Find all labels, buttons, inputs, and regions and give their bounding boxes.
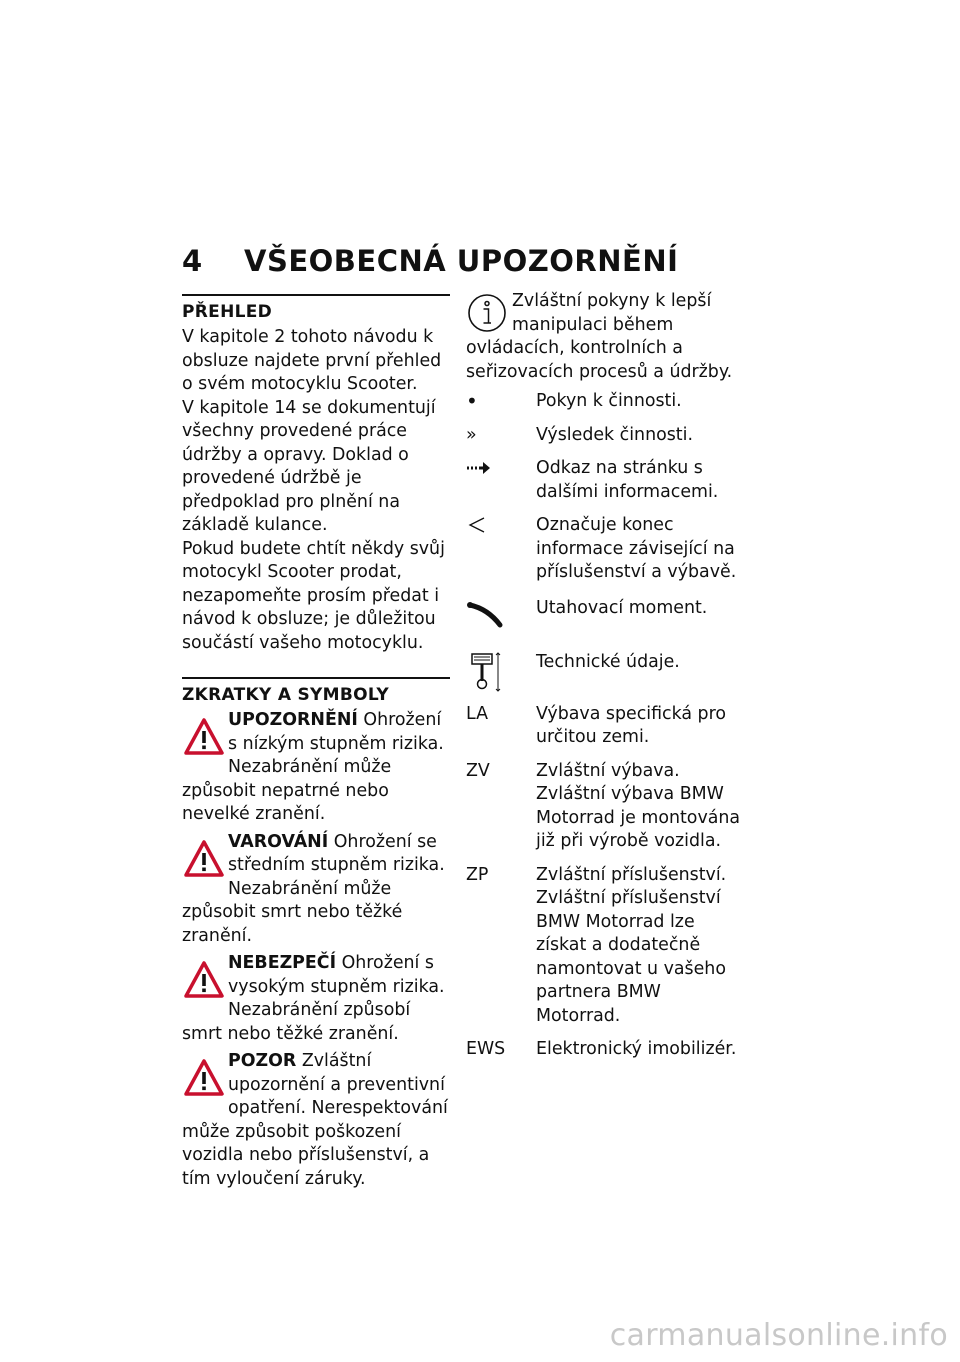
warning-keyword: UPOZORNĚNÍ — [228, 710, 358, 730]
symbol-description: Technické údaje. — [536, 651, 680, 672]
chapter-number: 4 — [182, 244, 203, 278]
symbol-row — [466, 597, 748, 631]
overview-heading: PŘEHLED — [182, 302, 273, 322]
symbol-description: Výsledek činnosti. — [536, 424, 693, 445]
warning-keyword: POZOR — [228, 1051, 297, 1071]
torque-wrench-icon — [466, 597, 506, 631]
symbol-row — [466, 651, 748, 693]
warning-text: Ohrožení s vysokým stupněm rizika. Nezabránění způsobí smrt nebo těžké zranění. — [182, 953, 445, 1044]
warning-keyword: VAROVÁNÍ — [228, 831, 329, 852]
overview-text — [182, 326, 450, 655]
warning-triangle-icon — [184, 960, 224, 1000]
warning-notice-danger — [182, 952, 450, 1046]
warning-text: Zvláštní upozornění a preventivní opatření. Nerespektování může způsobit poškození vozidla nebo příslušenství, a tím vyloučení záruky. — [182, 1051, 448, 1189]
warning-notice-warning — [182, 831, 450, 949]
abbreviation-code: LA — [466, 703, 488, 724]
symbol-row — [466, 703, 748, 750]
bullet-icon: • — [466, 389, 478, 413]
warning-triangle-icon — [184, 1058, 224, 1098]
left-column — [182, 294, 450, 1191]
overview-paragraph: Pokud budete chtít někdy svůj motocykl Scooter prodat, nezapomeňte prosím předat i návod k obsluze; je důležitou součástí vašeho motocyklu. — [182, 538, 445, 653]
chapter-title — [182, 244, 678, 278]
warning-triangle-icon — [184, 839, 224, 879]
watermark — [0, 1318, 960, 1353]
abbreviation-code: ZP — [466, 864, 489, 885]
symbol-description: Zvláštní výbava. Zvláštní výbava BMW Motorrad je montována již při výrobě vozidla. — [536, 760, 741, 851]
warnings-list — [182, 709, 450, 1191]
symbol-description: Výbava specifická pro určitou zemi. — [536, 703, 726, 747]
warning-keyword: NEBEZPEČÍ — [228, 953, 337, 973]
section-divider — [182, 294, 450, 296]
chapter-title-text: VŠEOBECNÁ UPOZORNĚNÍ — [244, 244, 679, 278]
overview-paragraph: V kapitole 2 tohoto návodu k obsluze najdete první přehled o svém motocyklu Scooter. — [182, 327, 442, 394]
symbol-row — [466, 1038, 748, 1062]
warning-notice-attention — [182, 1050, 450, 1191]
symbol-description: Zvláštní příslušenství. Zvláštní příslušenství BMW Motorrad lze získat a dodatečně namontovat u vašeho partnera BMW Motorrad. — [536, 864, 727, 1026]
symbol-description: Utahovací moment. — [536, 597, 708, 618]
symbol-description: Odkaz na stránku s dalšími informacemi. — [536, 458, 719, 502]
symbol-row — [466, 514, 748, 585]
technical-data-piston-icon — [466, 651, 504, 693]
abbreviation-code: EWS — [466, 1039, 506, 1059]
info-notice — [466, 290, 748, 384]
abbreviations-heading: ZKRATKY A SYMBOLY — [182, 685, 389, 705]
right-column — [466, 290, 748, 1062]
symbol-row — [466, 390, 748, 414]
warning-text: Ohrožení s nízkým stupněm rizika. Nezabránění může způsobit nepatrné nebo nevelké zranění. — [182, 710, 444, 824]
symbol-description: Označuje konec informace závisející na příslušenství a výbavě. — [536, 515, 737, 582]
section-divider — [182, 677, 450, 679]
symbol-list — [466, 390, 748, 1062]
info-text: Zvláštní pokyny k lepší manipulaci během ovládacích, kontrolních a seřizovacích procesů a údržby. — [466, 291, 733, 382]
end-of-info-triangle-icon — [466, 514, 488, 536]
symbol-description: Elektronický imobilizér. — [536, 1039, 737, 1059]
symbol-row — [466, 424, 748, 448]
warning-text: Ohrožení se středním stupněm rizika. Nezabránění může způsobit smrt nebo těžké zranění. — [182, 831, 445, 946]
info-icon — [466, 292, 508, 334]
page-reference-arrow-icon — [466, 457, 492, 479]
watermark-text: carmanualsonline.info — [609, 1318, 948, 1353]
abbreviation-code: ZV — [466, 760, 490, 781]
warning-triangle-icon — [184, 717, 224, 757]
symbol-row — [466, 760, 748, 854]
overview-paragraph: V kapitole 14 se dokumentují všechny provedené práce údržby a opravy. Doklad o provedené údržbě je předpoklad pro plnění na základě kulance. — [182, 397, 436, 535]
result-icon: » — [466, 424, 477, 445]
symbol-row — [466, 864, 748, 1029]
warning-notice-caution — [182, 709, 450, 827]
symbol-row — [466, 457, 748, 504]
symbol-description: Pokyn k činnosti. — [536, 391, 682, 411]
